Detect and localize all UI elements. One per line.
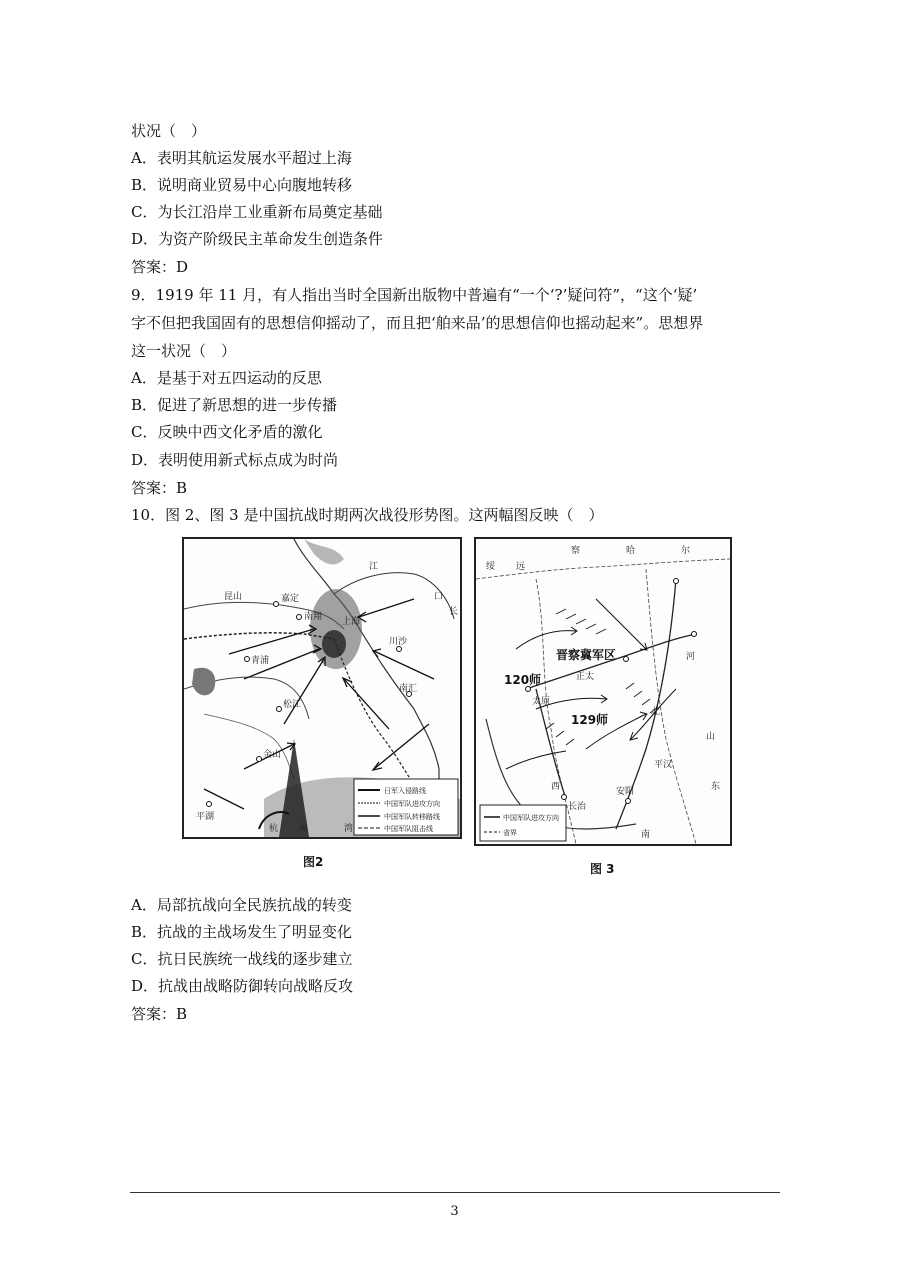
fig3-label-pinghan: 平汉 bbox=[654, 760, 673, 770]
figure-3-caption: 图 3 bbox=[590, 862, 615, 876]
fig2-label-chang: 长 bbox=[449, 607, 459, 617]
fig2-label-shanghai: 上海 bbox=[342, 617, 361, 627]
q8-stem-tail: 状况（ ） bbox=[131, 122, 207, 140]
fig3-label-shan: 山 bbox=[706, 732, 716, 742]
q10-option-c: C．抗日民族统一战线的逐步建立 bbox=[131, 950, 353, 968]
fig2-label-nanhui: 南汇 bbox=[399, 684, 418, 694]
fig3-label-cha: 察 bbox=[571, 546, 581, 556]
fig2-legend-3: 中国军队阻击线 bbox=[384, 825, 433, 833]
fig2-label-kou: 口 bbox=[434, 592, 444, 602]
fig3-label-nan: 南 bbox=[641, 830, 651, 840]
figure-2-caption: 图2 bbox=[303, 855, 324, 869]
q9-option-c: C．反映中西文化矛盾的激化 bbox=[131, 423, 323, 441]
fig2-legend-0: 日军入侵路线 bbox=[384, 787, 426, 795]
fig3-label-dong: 东 bbox=[711, 782, 721, 792]
fig3-legend bbox=[480, 805, 566, 841]
q9-answer: 答案：B bbox=[131, 479, 188, 497]
fig3-label-zhengtai: 正太 bbox=[576, 672, 595, 682]
fig3-label-ha: 哈 bbox=[626, 546, 636, 556]
fig2-label-zhou: 州 bbox=[299, 824, 309, 834]
q8-option-c: C．为长江沿岸工业重新布局奠定基础 bbox=[131, 203, 383, 221]
fig3-label-er: 尔 bbox=[681, 546, 691, 556]
q9-option-d: D．表明使用新式标点成为时尚 bbox=[131, 451, 339, 469]
fig2-label-hang: 杭 bbox=[269, 824, 279, 834]
q9-stem-line2: 字不但把我国固有的思想信仰摇动了，而且把‘舶来品’的思想信仰也摇动起来”。思想界 bbox=[131, 314, 704, 332]
fig2-label-qingpu: 青浦 bbox=[251, 656, 270, 666]
q9-option-a: A．是基于对五四运动的反思 bbox=[131, 369, 322, 387]
fig3-legend-1: 省界 bbox=[503, 829, 517, 837]
page-number: 3 bbox=[450, 1204, 459, 1219]
fig2-label-jiang: 江 bbox=[369, 562, 379, 572]
fig2-label-wan: 湾 bbox=[344, 824, 354, 834]
fig3-label-yuan: 远 bbox=[516, 562, 526, 572]
q10-answer: 答案：B bbox=[131, 1005, 188, 1023]
q9-option-b: B．促进了新思想的进一步传播 bbox=[131, 396, 338, 414]
q10-option-d: D．抗战由战略防御转向战略反攻 bbox=[131, 977, 354, 995]
figure-3-map bbox=[474, 537, 732, 846]
fig2-label-nanxiang: 南翔 bbox=[304, 612, 323, 622]
fig3-label-changzhi: 长治 bbox=[568, 802, 587, 812]
figure-2-svg bbox=[184, 539, 460, 837]
q8-option-d: D．为资产阶级民主革命发生创造条件 bbox=[131, 230, 384, 248]
figure-2-map bbox=[182, 537, 462, 839]
q10-option-b: B．抗战的主战场发生了明显变化 bbox=[131, 923, 353, 941]
figure-3-svg bbox=[476, 539, 730, 844]
fig3-unit-120: 120师 bbox=[504, 673, 542, 687]
fig2-label-songjiang: 松江 bbox=[283, 700, 302, 710]
fig2-label-pinghu: 平湖 bbox=[196, 812, 215, 822]
q10-option-a: A．局部抗战向全民族抗战的转变 bbox=[131, 896, 352, 914]
fig2-legend-2: 中国军队转移路线 bbox=[384, 813, 440, 821]
fig3-label-he: 河 bbox=[686, 652, 696, 662]
fig2-label-kunshan: 昆山 bbox=[224, 592, 243, 602]
footer-divider bbox=[130, 1192, 780, 1193]
q9-stem-line1: 9．1919 年 11 月，有人指出当时全国新出版物中普遍有“一个‘?’疑问符”，“这个‘疑’ bbox=[131, 286, 698, 304]
q10-stem: 10．图 2、图 3 是中国抗战时期两次战役形势图。这两幅图反映（ ） bbox=[131, 506, 604, 524]
q8-option-a: A．表明其航运发展水平超过上海 bbox=[131, 149, 352, 167]
fig3-unit-129: 129师 bbox=[571, 713, 609, 727]
fig2-legend-1: 中国军队进攻方向 bbox=[384, 800, 440, 808]
q8-answer: 答案：D bbox=[131, 258, 189, 276]
fig3-label-anyang: 安阳 bbox=[616, 787, 635, 797]
fig3-label-xi: 西 bbox=[551, 782, 561, 792]
fig2-label-jiading: 嘉定 bbox=[281, 594, 300, 604]
fig2-legend bbox=[354, 779, 458, 835]
q8-option-b: B．说明商业贸易中心向腹地转移 bbox=[131, 176, 353, 194]
fig3-label-bei: 北 bbox=[651, 707, 661, 717]
fig3-legend-0: 中国军队进攻方向 bbox=[503, 814, 559, 822]
fig2-label-chuansha: 川沙 bbox=[389, 637, 408, 647]
fig2-label-jinshan: 金山 bbox=[263, 750, 282, 760]
q9-stem-line3: 这一状况（ ） bbox=[131, 342, 237, 360]
fig3-label-sui: 绥 bbox=[486, 562, 496, 572]
fig3-label-taiyuan: 太原 bbox=[532, 697, 551, 707]
fig3-region-label: 晋察冀军区 bbox=[556, 648, 617, 662]
